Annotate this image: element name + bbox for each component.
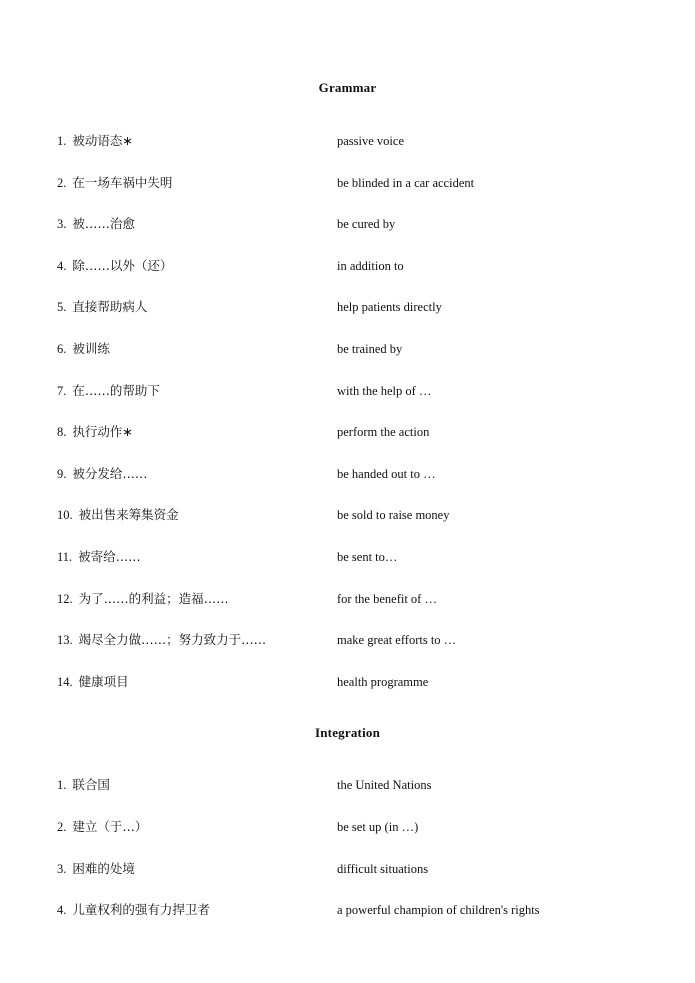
item-number: 9. <box>57 466 67 481</box>
chinese-term <box>57 424 133 440</box>
section-title-integration: Integration <box>314 725 381 740</box>
vocab-list-integration <box>57 777 657 944</box>
chinese-text: 被……治愈 <box>72 216 135 232</box>
list-item <box>57 507 657 549</box>
chinese-text: 在一场车祸中失明 <box>72 174 173 190</box>
english-term: passive voice <box>337 134 404 148</box>
chinese-text: 被分发给…… <box>72 465 148 481</box>
list-item <box>57 549 657 591</box>
chinese-text: 竭尽全力做……；努力致力于…… <box>78 632 267 648</box>
english-term: perform the action <box>337 425 430 440</box>
list-item <box>57 258 657 300</box>
chinese-term <box>57 258 172 274</box>
english-term: be cured by <box>337 217 396 232</box>
list-item <box>57 383 657 425</box>
list-item <box>57 591 657 633</box>
item-number: 2. <box>57 819 67 834</box>
english-term: in addition to <box>337 258 404 273</box>
item-number: 1. <box>57 134 67 148</box>
chinese-term <box>57 632 266 648</box>
chinese-term <box>57 299 147 315</box>
english-term: a powerful champion of children's rights <box>337 903 540 918</box>
list-item <box>57 466 657 508</box>
chinese-text: 为了……的利益；造福…… <box>78 590 229 606</box>
item-number: 3. <box>57 861 67 876</box>
item-number: 3. <box>57 217 67 232</box>
chinese-term <box>57 133 133 149</box>
list-item <box>57 632 657 674</box>
chinese-text: 被训练 <box>72 340 110 356</box>
chinese-text: 除……以外（还） <box>72 257 173 273</box>
chinese-term <box>57 466 147 482</box>
item-number: 13. <box>57 633 73 648</box>
chinese-term <box>57 861 135 877</box>
chinese-text: 被动语态∗ <box>72 133 133 148</box>
chinese-text: 建立（于…） <box>72 818 148 834</box>
chinese-text: 被出售来筹集资金 <box>78 507 179 523</box>
english-term: be set up (in …) <box>337 819 419 834</box>
chinese-term <box>57 902 210 918</box>
list-item <box>57 902 657 944</box>
english-term: make great efforts to … <box>337 633 457 648</box>
english-term: be sent to… <box>337 549 398 564</box>
item-number: 6. <box>57 341 67 356</box>
chinese-term <box>57 383 160 399</box>
chinese-term <box>57 777 110 793</box>
chinese-text: 健康项目 <box>78 673 129 689</box>
list-item <box>57 424 657 466</box>
chinese-term <box>57 175 172 191</box>
chinese-term <box>57 341 110 357</box>
item-number: 4. <box>57 903 67 918</box>
english-term: help patients directly <box>337 300 442 315</box>
item-number: 10. <box>57 508 73 523</box>
english-term: health programme <box>337 674 429 689</box>
chinese-text: 困难的处境 <box>72 860 135 876</box>
english-term: for the benefit of … <box>337 591 437 606</box>
section-title-grammar: Grammar <box>318 80 377 95</box>
english-term: with the help of … <box>337 383 432 398</box>
item-number: 8. <box>57 425 67 440</box>
chinese-text: 联合国 <box>72 777 110 792</box>
list-item <box>57 777 657 819</box>
chinese-text: 儿童权利的强有力捍卫者 <box>72 902 210 918</box>
item-number: 5. <box>57 300 67 315</box>
list-item <box>57 299 657 341</box>
chinese-text: 直接帮助病人 <box>72 299 148 315</box>
list-item <box>57 861 657 903</box>
list-item <box>57 674 657 716</box>
english-term: be sold to raise money <box>337 508 450 523</box>
chinese-text: 执行动作∗ <box>72 424 133 440</box>
english-term: difficult situations <box>337 861 429 876</box>
english-term: be handed out to … <box>337 466 436 481</box>
english-term: the United Nations <box>337 778 432 792</box>
english-term: be trained by <box>337 341 403 356</box>
chinese-term <box>57 216 135 232</box>
list-item <box>57 819 657 861</box>
list-item <box>57 216 657 258</box>
vocab-list-grammar <box>57 133 657 715</box>
item-number: 12. <box>57 591 73 606</box>
chinese-term <box>57 819 147 835</box>
list-item <box>57 133 657 175</box>
item-number: 2. <box>57 175 67 190</box>
chinese-term <box>57 549 141 565</box>
item-number: 1. <box>57 778 67 792</box>
item-number: 11. <box>57 549 73 564</box>
chinese-text: 在……的帮助下 <box>72 382 160 398</box>
chinese-term <box>57 507 179 523</box>
chinese-text: 被寄给…… <box>78 548 141 564</box>
item-number: 14. <box>57 674 73 689</box>
chinese-term <box>57 591 229 607</box>
item-number: 7. <box>57 383 67 398</box>
chinese-term <box>57 674 129 690</box>
list-item <box>57 175 657 217</box>
english-term: be blinded in a car accident <box>337 175 475 190</box>
item-number: 4. <box>57 258 67 273</box>
list-item <box>57 341 657 383</box>
